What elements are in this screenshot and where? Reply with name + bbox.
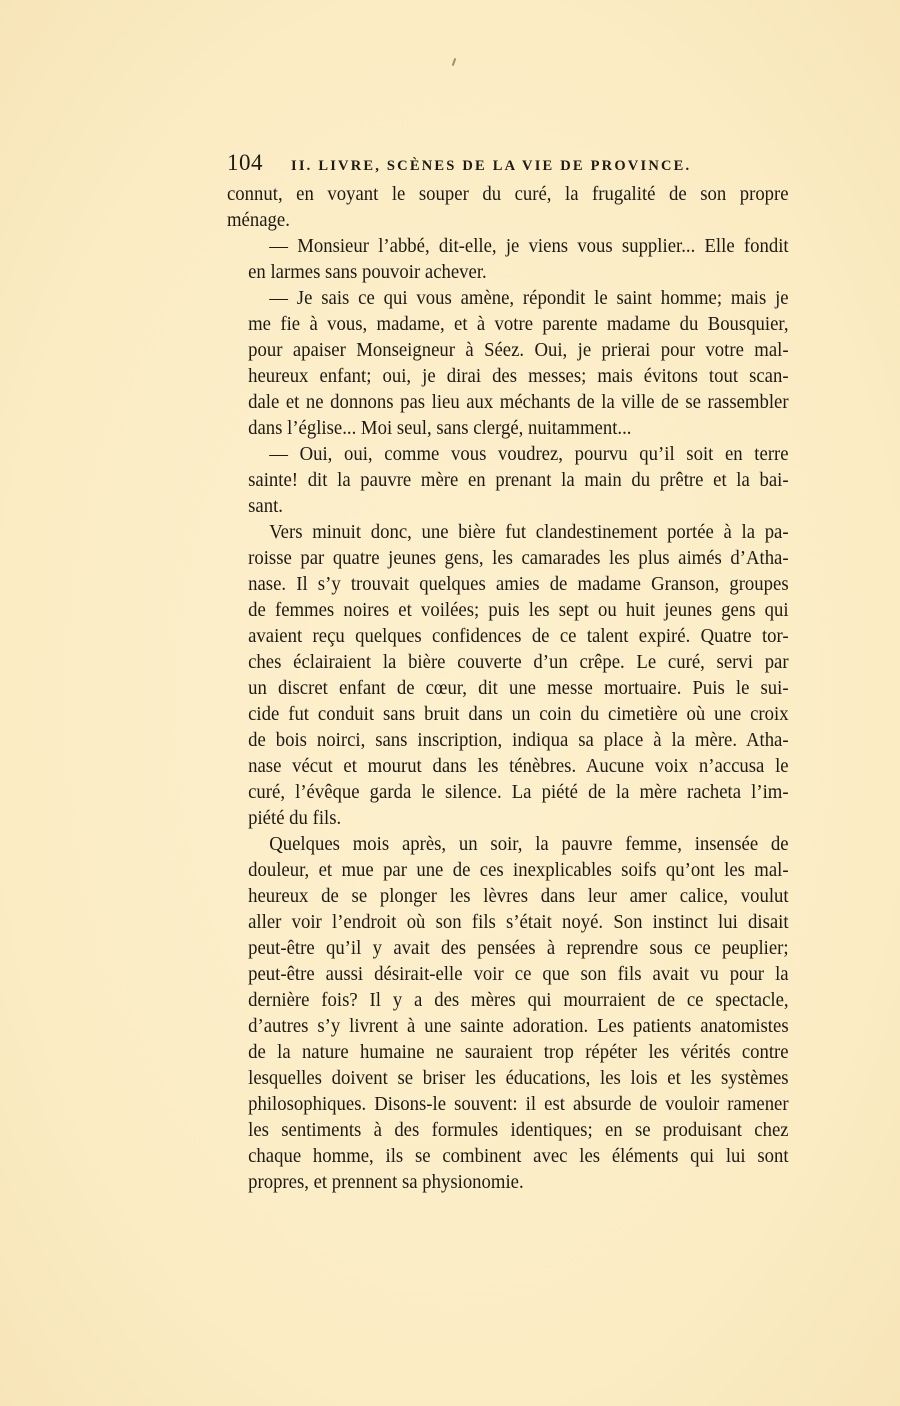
text-line: peut-être qu’il y avait des pensées à reprendre sous ce peuplier; xyxy=(248,938,789,959)
text-line: sant. xyxy=(248,496,283,517)
text-line: avaient reçu quelques confidences de ce talent expiré. Quatre tor- xyxy=(248,626,789,647)
text-line: peut-être aussi désirait-elle voir ce que son fils avait vu pour la xyxy=(248,964,789,985)
text-line: roisse par quatre jeunes gens, les camarades les plus aimés d’Atha- xyxy=(248,548,789,569)
text-line: Vers minuit donc, une bière fut clandestinement portée à la pa- xyxy=(269,522,789,543)
paragraph xyxy=(227,182,789,234)
text-line: aller voir l’endroit où son fils s’était noyé. Son instinct lui disait xyxy=(248,912,789,933)
text-line: philosophiques. Disons-le souvent: il est absurde de vouloir ramener xyxy=(248,1094,789,1115)
paragraph xyxy=(227,520,789,832)
running-header xyxy=(227,150,790,178)
text-line: dans l’église... Moi seul, sans clergé, nuitamment... xyxy=(248,418,632,439)
text-line: ménage. xyxy=(227,210,290,231)
text-line: me fie à vous, madame, et à votre parente madame du Bousquier, xyxy=(248,314,789,335)
running-title: II. LIVRE, SCÈNES DE LA VIE DE PROVINCE. xyxy=(291,158,692,174)
text-line: pour apaiser Monseigneur à Séez. Oui, je prierai pour votre mal- xyxy=(248,340,789,361)
page-number: 104 xyxy=(227,150,263,175)
text-line: dale et ne donnons pas lieu aux méchants de la ville de se rassembler xyxy=(248,392,789,413)
text-line: ches éclairaient la bière couverte d’un crêpe. Le curé, servi par xyxy=(248,652,789,673)
text-line: de bois noirci, sans inscription, indiqua sa place à la mère. Atha- xyxy=(248,730,789,751)
text-line: sainte! dit la pauvre mère en prenant la main du prêtre et la bai- xyxy=(248,470,789,491)
text-line: de femmes noires et voilées; puis les sept ou huit jeunes gens qui xyxy=(248,600,789,621)
paragraph xyxy=(227,442,789,520)
text-line: piété du fils. xyxy=(248,808,342,829)
text-line: en larmes sans pouvoir achever. xyxy=(248,262,487,283)
paper-blemish xyxy=(452,58,457,66)
text-line: heureux enfant; oui, je dirai des messes; mais évitons tout scan- xyxy=(248,366,789,387)
text-line: d’autres s’y livrent à une sainte adoration. Les patients anatomistes xyxy=(248,1016,789,1037)
text-line: curé, l’évêque garda le silence. La piété de la mère racheta l’im- xyxy=(248,782,789,803)
paragraph xyxy=(227,832,789,1196)
text-line: — Monsieur l’abbé, dit-elle, je viens vous supplier... Elle fondit xyxy=(269,236,789,257)
text-line: — Je sais ce qui vous amène, répondit le saint homme; mais je xyxy=(269,288,789,309)
text-line: douleur, et mue par une de ces inexplicables soifs qu’ont les mal- xyxy=(248,860,789,881)
text-line: lesquelles doivent se briser les éducations, les lois et les systèmes xyxy=(248,1068,789,1089)
text-line: chaque homme, ils se combinent avec les éléments qui lui sont xyxy=(248,1146,789,1167)
text-line: — Oui, oui, comme vous voudrez, pourvu qu’il soit en terre xyxy=(269,444,789,465)
text-line: propres, et prennent sa physionomie. xyxy=(248,1172,524,1193)
paragraph xyxy=(227,286,789,442)
text-line: les sentiments à des formules identiques; en se produisant chez xyxy=(248,1120,789,1141)
text-line: cide fut conduit sans bruit dans un coin du cimetière où une croix xyxy=(248,704,789,725)
text-line: Quelques mois après, un soir, la pauvre femme, insensée de xyxy=(269,834,789,855)
text-line: dernière fois? Il y a des mères qui mourraient de ce spectacle, xyxy=(248,990,789,1011)
paragraph xyxy=(227,234,789,286)
body-text xyxy=(227,182,789,1196)
text-line: de la nature humaine ne sauraient trop répéter les vérités contre xyxy=(248,1042,789,1063)
text-line: un discret enfant de cœur, dit une messe mortuaire. Puis le sui- xyxy=(248,678,789,699)
text-line: connut, en voyant le souper du curé, la frugalité de son propre xyxy=(227,184,789,205)
text-line: heureux de se plonger les lèvres dans leur amer calice, voulut xyxy=(248,886,789,907)
text-line: nase vécut et mourut dans les ténèbres. Aucune voix n’accusa le xyxy=(248,756,789,777)
text-line: nase. Il s’y trouvait quelques amies de madame Granson, groupes xyxy=(248,574,789,595)
